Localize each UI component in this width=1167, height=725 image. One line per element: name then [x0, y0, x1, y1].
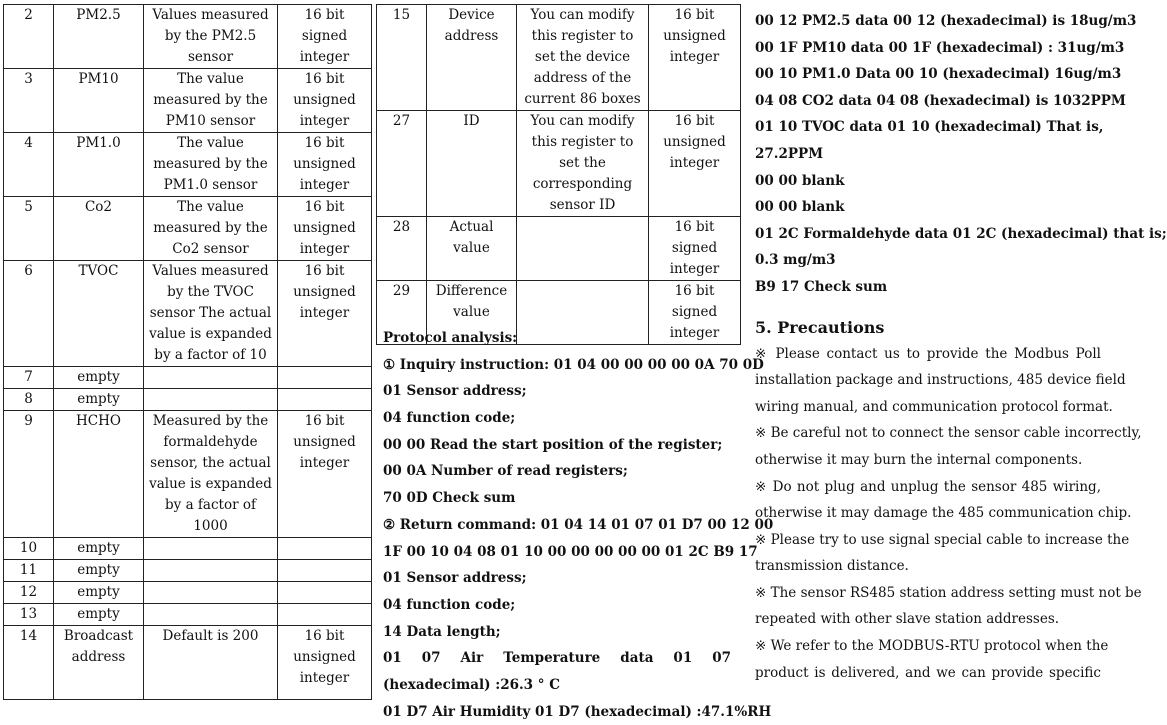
- cell-no: 9: [4, 411, 54, 538]
- table-row: [4, 389, 372, 411]
- protocol-line: ① Inquiry instruction: 01 04 00 00 00 00 0A 70 0D: [383, 356, 764, 373]
- cell-desc: You can modify this register to set the corresponding sensor ID: [517, 111, 649, 217]
- data-line: 00 00 blank: [755, 172, 845, 189]
- data-line: 27.2PPM: [755, 145, 824, 162]
- register-table-left: [3, 4, 372, 700]
- table-row: [377, 111, 741, 217]
- protocol-line: 01 Sensor address;: [383, 570, 527, 587]
- cell-name: ID: [427, 111, 517, 217]
- cell-type: 16 bit unsigned integer: [649, 5, 741, 111]
- table-row: [4, 582, 372, 604]
- cell-no: 4: [4, 133, 54, 197]
- protocol-line: 00 00 Read the start position of the register;: [383, 436, 723, 453]
- cell-no: 6: [4, 261, 54, 367]
- cell-type: [278, 389, 372, 411]
- precaution-line: otherwise it may damage the 485 communication chip.: [755, 505, 1132, 522]
- cell-name: empty: [54, 604, 144, 626]
- cell-type: 16 bit unsigned integer: [278, 197, 372, 261]
- cell-name: Actual value: [427, 217, 517, 281]
- protocol-line: (hexadecimal) :26.3 ° C: [383, 676, 560, 693]
- precaution-line: ※ Please try to use signal special cable to increase the: [755, 531, 1130, 548]
- table-row: [4, 411, 372, 538]
- cell-desc: Default is 200: [144, 626, 278, 700]
- cell-name: Co2: [54, 197, 144, 261]
- cell-desc: The value measured by the PM1.0 sensor: [144, 133, 278, 197]
- cell-desc: Values measured by the TVOC sensor The actual value is expanded by a factor of 10: [144, 261, 278, 367]
- data-line: 0.3 mg/m3: [755, 252, 836, 269]
- cell-no: 2: [4, 5, 54, 69]
- table-row: [4, 69, 372, 133]
- data-line: 00 12 PM2.5 data 00 12 (hexadecimal) is 18ug/m3: [755, 13, 1137, 29]
- table-row: [377, 5, 741, 111]
- cell-no: 12: [4, 582, 54, 604]
- cell-name: TVOC: [54, 261, 144, 367]
- cell-desc: [144, 604, 278, 626]
- data-line: B9 17 Check sum: [755, 278, 888, 295]
- cell-desc: You can modify this register to set the device address of the current 86 boxes: [517, 5, 649, 111]
- data-line: 01 2C Formaldehyde data 01 2C (hexadecimal) that is;: [755, 225, 1167, 242]
- cell-no: 7: [4, 367, 54, 389]
- table-row: [4, 367, 372, 389]
- cell-desc: [517, 217, 649, 281]
- protocol-line: 01 D7 Air Humidity 01 D7 (hexadecimal) :47.1%RH: [383, 703, 772, 720]
- cell-name: empty: [54, 389, 144, 411]
- cell-no: 14: [4, 626, 54, 700]
- cell-desc: The value measured by the Co2 sensor: [144, 197, 278, 261]
- table-row: [377, 217, 741, 281]
- cell-name: HCHO: [54, 411, 144, 538]
- precaution-line: ※ Please contact us to provide the Modbus Poll: [755, 345, 1101, 362]
- precaution-line: ※ Be careful not to connect the sensor cable incorrectly,: [755, 425, 1142, 442]
- section-title: 5. Precautions: [755, 317, 885, 337]
- precaution-line: transmission distance.: [755, 558, 909, 575]
- data-line: 00 1F PM10 data 00 1F (hexadecimal) : 31ug/m3: [755, 39, 1125, 56]
- cell-no: 5: [4, 197, 54, 261]
- cell-name: Broadcast address: [54, 626, 144, 700]
- cell-no: 3: [4, 69, 54, 133]
- cell-no: 29: [377, 281, 427, 345]
- cell-type: 16 bit unsigned integer: [278, 133, 372, 197]
- cell-name: PM1.0: [54, 133, 144, 197]
- cell-type: [278, 582, 372, 604]
- protocol-line: 04 function code;: [383, 596, 516, 613]
- precaution-line: ※ The sensor RS485 station address setting must not be: [755, 584, 1142, 601]
- cell-desc: The value measured by the PM10 sensor: [144, 69, 278, 133]
- data-line: 04 08 CO2 data 04 08 (hexadecimal) is 1032PPM: [755, 92, 1126, 109]
- data-line: 00 10 PM1.0 Data 00 10 (hexadecimal) 16ug/m3: [755, 66, 1122, 83]
- table-row: [4, 133, 372, 197]
- cell-no: 27: [377, 111, 427, 217]
- cell-no: 13: [4, 604, 54, 626]
- cell-type: 16 bit unsigned integer: [649, 111, 741, 217]
- cell-desc: [144, 367, 278, 389]
- cell-type: 16 bit signed integer: [278, 5, 372, 69]
- register-table-right: [376, 4, 741, 345]
- cell-name: empty: [54, 560, 144, 582]
- cell-name: Device address: [427, 5, 517, 111]
- table-row: [4, 5, 372, 69]
- cell-no: 8: [4, 389, 54, 411]
- protocol-line: 70 0D Check sum: [383, 490, 516, 507]
- cell-name: Difference value: [427, 281, 517, 345]
- table-row: [4, 604, 372, 626]
- protocol-analysis: [383, 325, 774, 725]
- precaution-line: repeated with other slave station addresses.: [755, 611, 1060, 628]
- protocol-line: 1F 00 10 04 08 01 10 00 00 00 00 00 01 2C B9 17: [383, 543, 758, 560]
- cell-desc: [144, 538, 278, 560]
- protocol-heading: Protocol analysis:: [383, 330, 518, 346]
- precaution-line: ※ Do not plug and unplug the sensor 485 wiring,: [755, 478, 1101, 495]
- precaution-line: ※ We refer to the MODBUS-RTU protocol when the: [755, 638, 1109, 655]
- cell-name: PM2.5: [54, 5, 144, 69]
- cell-desc: Values measured by the PM2.5 sensor: [144, 5, 278, 69]
- cell-type: [278, 538, 372, 560]
- cell-type: 16 bit signed integer: [649, 217, 741, 281]
- cell-desc: [144, 560, 278, 582]
- cell-type: 16 bit unsigned integer: [278, 626, 372, 700]
- protocol-line: 04 function code;: [383, 410, 516, 427]
- cell-type: [278, 604, 372, 626]
- protocol-line: ② Return command: 01 04 14 01 07 01 D7 00 12 00: [383, 516, 774, 533]
- precaution-line: product is delivered, and we can provide specific: [755, 664, 1101, 681]
- cell-type: 16 bit signed integer: [649, 281, 741, 345]
- cell-name: empty: [54, 367, 144, 389]
- cell-desc: [144, 582, 278, 604]
- protocol-line: 01 Sensor address;: [383, 383, 527, 400]
- data-line: 00 00 blank: [755, 199, 845, 216]
- cell-no: 15: [377, 5, 427, 111]
- cell-type: 16 bit unsigned integer: [278, 261, 372, 367]
- precaution-line: installation package and instructions, 485 device field: [755, 372, 1126, 389]
- cell-type: 16 bit unsigned integer: [278, 69, 372, 133]
- cell-type: 16 bit unsigned integer: [278, 411, 372, 538]
- cell-no: 28: [377, 217, 427, 281]
- cell-type: [278, 560, 372, 582]
- table-row: [4, 560, 372, 582]
- table-row: [4, 538, 372, 560]
- cell-desc: [144, 389, 278, 411]
- precaution-line: otherwise it may burn the internal components.: [755, 451, 1083, 468]
- table-row: [4, 197, 372, 261]
- protocol-line: 14 Data length;: [383, 623, 501, 640]
- protocol-line: 00 0A Number of read registers;: [383, 463, 628, 480]
- precaution-line: wiring manual, and communication protocol format.: [755, 398, 1113, 415]
- cell-name: PM10: [54, 69, 144, 133]
- cell-name: empty: [54, 582, 144, 604]
- return-data-and-precautions: [755, 8, 1167, 686]
- data-line: 01 10 TVOC data 01 10 (hexadecimal) That is,: [755, 119, 1104, 136]
- table-row: [4, 261, 372, 367]
- cell-desc: Measured by the formaldehyde sensor, the actual value is expanded by a factor of 1000: [144, 411, 278, 538]
- cell-no: 10: [4, 538, 54, 560]
- cell-no: 11: [4, 560, 54, 582]
- protocol-line: 01 07 Air Temperature data 01 07: [383, 650, 731, 667]
- table-row: [4, 626, 372, 700]
- cell-name: empty: [54, 538, 144, 560]
- cell-type: [278, 367, 372, 389]
